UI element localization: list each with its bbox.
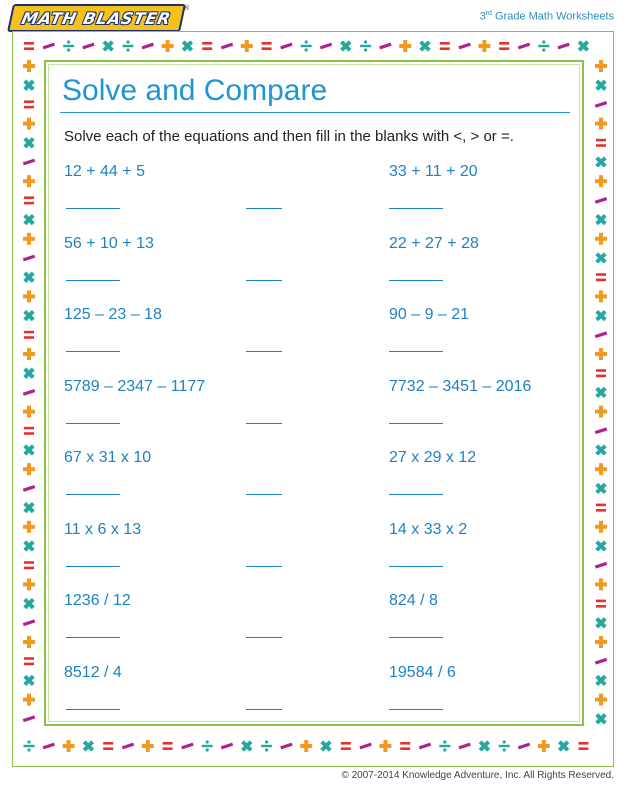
left-answer-blank[interactable] [66,566,120,567]
right-answer-blank[interactable] [389,423,443,424]
left-expression: 67 x 31 x 10 [64,449,152,466]
multiply-icon [419,40,430,51]
minus-icon [419,743,431,750]
equals-icon [24,100,34,108]
minus-icon [181,743,193,750]
plus-icon [595,694,607,706]
divide-icon [499,740,510,751]
multiply-icon [595,310,606,321]
minus-icon [458,43,470,50]
compare-blank[interactable] [246,637,282,638]
equals-icon [596,504,606,512]
minus-icon [280,743,292,750]
multiply-icon [23,214,34,225]
minus-icon [23,159,35,166]
plus-icon [595,233,607,245]
minus-icon [518,743,530,750]
right-expression: 33 + 11 + 20 [389,163,478,180]
minus-icon [359,743,371,750]
minus-icon [23,485,35,492]
multiply-icon [595,713,606,724]
plus-icon [478,40,490,52]
multiply-icon [23,272,34,283]
plus-icon [23,60,35,72]
equals-icon [202,42,212,50]
equals-icon [596,600,606,608]
compare-blank[interactable] [246,208,282,209]
plus-icon [595,290,607,302]
plus-icon [23,521,35,533]
minus-icon [595,427,607,434]
equals-icon [24,196,34,204]
plus-icon [241,40,253,52]
minus-icon [221,43,233,50]
right-expression: 7732 – 3451 – 2016 [389,377,532,395]
left-answer-blank[interactable] [66,709,120,710]
right-expression: 27 x 29 x 12 [389,449,477,466]
minus-icon [43,743,55,750]
equals-icon [262,42,272,50]
multiply-icon [340,40,351,51]
logo-text: MATH BLASTER [19,8,174,28]
compare-blank[interactable] [246,494,282,495]
minus-icon [458,743,470,750]
right-answer-blank[interactable] [389,351,443,352]
right-expression: 90 – 9 – 21 [389,306,470,323]
right-answer-blank[interactable] [389,494,443,495]
multiply-icon [23,368,34,379]
left-expression: 5789 – 2347 – 1177 [64,377,206,395]
minus-icon [23,715,35,722]
multiply-icon [23,598,34,609]
plus-icon [379,740,391,752]
compare-blank[interactable] [246,566,282,567]
plus-icon [23,636,35,648]
multiply-icon [558,740,569,751]
minus-icon [595,101,607,108]
equals-icon [499,42,509,50]
left-expression: 12 + 44 + 5 [64,163,145,180]
minus-icon [595,197,607,204]
minus-icon [595,658,607,665]
divide-icon [123,40,134,51]
plus-icon [300,740,312,752]
plus-icon [399,40,411,52]
minus-icon [23,619,35,626]
equals-icon [578,742,588,750]
title-divider [60,112,570,113]
equals-icon [24,42,34,50]
plus-icon [23,233,35,245]
plus-icon [23,290,35,302]
divide-icon [63,40,74,51]
minus-icon [122,743,134,750]
copyright-text: © 2007-2014 Knowledge Adventure, Inc. All Rights Reserved. [341,770,614,781]
left-answer-blank[interactable] [66,208,120,209]
plus-icon [23,348,35,360]
multiply-icon [595,156,606,167]
minus-icon [23,389,35,396]
multiply-icon [83,740,94,751]
multiply-icon [23,540,34,551]
right-expression: 19584 / 6 [389,663,456,681]
right-answer-blank[interactable] [389,709,443,710]
equals-icon [24,331,34,339]
divide-icon [439,740,450,751]
equals-icon [440,42,450,50]
divide-icon [301,40,312,51]
right-answer-blank[interactable] [389,637,443,638]
left-expression: 8512 / 4 [64,663,122,681]
equals-icon [341,742,351,750]
minus-icon [379,43,391,50]
grade-suffix: rd [485,10,492,17]
minus-icon [142,43,154,50]
multiply-icon [595,252,606,263]
multiply-icon [182,40,193,51]
equals-icon [24,657,34,665]
plus-icon [595,118,607,130]
multiply-icon [595,483,606,494]
plus-icon [23,175,35,187]
right-expression: 824 / 8 [389,592,438,609]
divide-icon [360,40,371,51]
minus-icon [518,43,530,50]
minus-icon [23,255,35,262]
divide-icon [538,40,549,51]
plus-icon [23,694,35,706]
equals-icon [596,369,606,377]
multiply-icon [595,387,606,398]
plus-icon [23,118,35,130]
left-answer-blank[interactable] [66,351,120,352]
multiply-icon [23,444,34,455]
multiply-icon [595,80,606,91]
equals-icon [596,139,606,147]
left-expression: 56 + 10 + 13 [64,234,154,252]
plus-icon [162,40,174,52]
equals-icon [103,742,113,750]
multiply-icon [103,40,114,51]
equals-icon [596,273,606,281]
multiply-icon [23,80,34,91]
plus-icon [595,60,607,72]
right-expression: 22 + 27 + 28 [389,234,479,252]
right-answer-blank[interactable] [389,208,443,209]
multiply-icon [23,502,34,513]
left-expression: 125 – 23 – 18 [64,306,162,323]
left-answer-blank[interactable] [66,280,120,281]
plus-icon [23,406,35,418]
instructions-text: Solve each of the equations and then fill in the blanks with <, > or =. [64,128,514,145]
minus-icon [221,743,233,750]
multiply-icon [320,740,331,751]
left-answer-blank[interactable] [66,637,120,638]
worksheet-label: Grade Math Worksheets [494,10,614,23]
plus-icon [595,521,607,533]
equals-icon [24,427,34,435]
multiply-icon [595,540,606,551]
multiply-icon [241,740,252,751]
plus-icon [595,406,607,418]
divide-icon [202,740,213,751]
multiply-icon [23,137,34,148]
minus-icon [43,43,55,50]
right-answer-blank[interactable] [389,566,443,567]
plus-icon [595,175,607,187]
plus-icon [142,740,154,752]
divide-icon [24,740,35,751]
multiply-icon [23,675,34,686]
divide-icon [261,740,272,751]
minus-icon [320,43,332,50]
multiply-icon [595,444,606,455]
plus-icon [595,463,607,475]
minus-icon [280,43,292,50]
compare-blank[interactable] [246,709,282,710]
plus-icon [595,636,607,648]
registered-mark: ® [183,4,190,12]
compare-blank[interactable] [246,351,282,352]
equals-icon [400,742,410,750]
multiply-icon [595,214,606,225]
plus-icon [538,740,550,752]
plus-icon [595,578,607,590]
plus-icon [23,463,35,475]
multiply-icon [479,740,490,751]
multiply-icon [578,40,589,51]
compare-blank[interactable] [246,423,282,424]
grade-number: 3 [479,10,486,23]
right-expression: 14 x 33 x 2 [389,520,468,538]
equals-icon [163,742,173,750]
multiply-icon [595,617,606,628]
left-answer-blank[interactable] [66,494,120,495]
plus-icon [23,578,35,590]
minus-icon [82,43,94,50]
page-title: Solve and Compare [62,74,328,107]
left-expression: 11 x 6 x 13 [64,520,142,538]
minus-icon [557,43,569,50]
compare-blank[interactable] [246,280,282,281]
plus-icon [63,740,75,752]
minus-icon [595,331,607,338]
left-answer-blank[interactable] [66,423,120,424]
multiply-icon [595,675,606,686]
equals-icon [24,561,34,569]
plus-icon [595,348,607,360]
right-answer-blank[interactable] [389,280,443,281]
multiply-icon [23,310,34,321]
left-expression: 1236 / 12 [64,592,131,609]
minus-icon [595,562,607,569]
